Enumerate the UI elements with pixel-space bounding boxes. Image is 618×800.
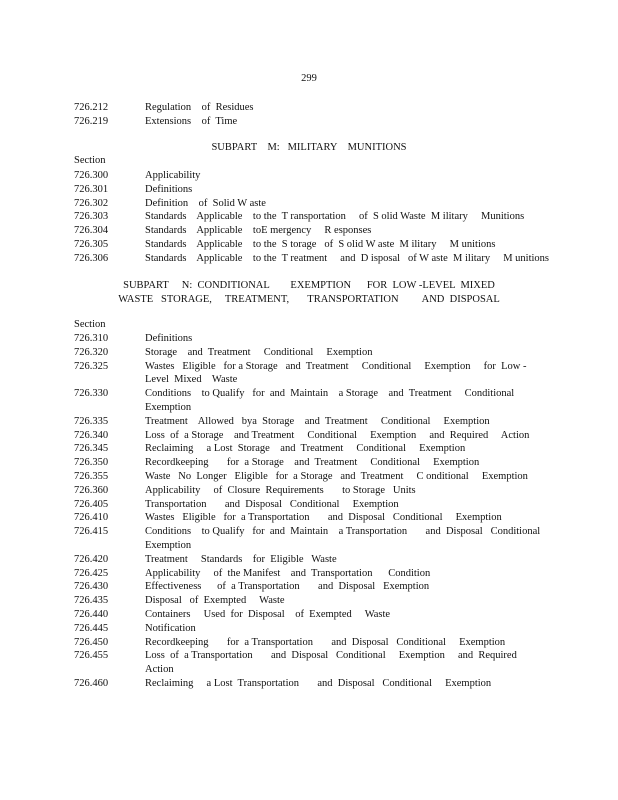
section-title: Definitions (145, 333, 193, 344)
section-title: Wastes Eligible for a Storage and Treatment Conditional Exemption for Low - (145, 360, 527, 372)
section-number: 726.310 (74, 333, 109, 344)
section-number: 726.304 (74, 225, 109, 237)
section-number: 726.340 (74, 429, 109, 441)
section-number: 726.350 (74, 457, 109, 469)
page-number: 299 (301, 73, 317, 84)
section-number: 726.320 (74, 346, 109, 358)
section-number: 726.335 (74, 415, 109, 427)
section-number: 726.440 (74, 609, 109, 620)
section-number: 726.435 (74, 595, 109, 607)
section-title: Waste No Longer Eligible for a Storage and Treatment C onditional Exemption (145, 471, 528, 482)
section-number: 726.460 (74, 678, 109, 689)
section-title: Applicability of Closure Requirements to Storage Units (145, 484, 416, 496)
section-title: Notification (145, 622, 196, 634)
section-title: Extensions of Time (145, 115, 238, 127)
section-number: 726.455 (74, 650, 109, 662)
section-number: 726.450 (74, 636, 109, 648)
section-title: Reclaiming a Lost Transportation and Disposal Conditional Exemption (145, 678, 492, 689)
section-title: Definitions (145, 183, 193, 195)
section-number: 726.360 (74, 484, 109, 496)
section-title: Regulation of Residues (145, 102, 254, 113)
section-title: Containers Used for Disposal of Exempted Waste (145, 609, 391, 620)
section-title: Treatment Allowed bya Storage and Treatment Conditional Exemption (145, 415, 490, 427)
section-number: 726.306 (74, 252, 109, 264)
section-number: 726.302 (74, 197, 109, 209)
section-title: Transportation and Disposal Conditional Exemption (145, 498, 399, 510)
section-title: Treatment Standards for Eligible Waste (145, 553, 337, 565)
section-title: Exemption (145, 401, 192, 413)
section-title: Storage and Treatment Conditional Exemption (145, 346, 373, 358)
section-title: Standards Applicable to the S torage of S olid W aste M ilitary M unitions (145, 239, 496, 250)
subpart-m-section-label: Section (74, 155, 106, 166)
section-number: 726.410 (74, 512, 109, 524)
section-title: Recordkeeping for a Storage and Treatment Conditional Exemption (145, 457, 480, 469)
section-title: Standards Applicable toE mergency R esponses (145, 225, 372, 237)
section-number: 726.405 (74, 498, 109, 510)
section-title: Reclaiming a Lost Storage and Treatment Conditional Exemption (145, 443, 466, 455)
section-number: 726.303 (74, 211, 109, 223)
section-number: 726.445 (74, 622, 109, 634)
section-number: 726.355 (74, 471, 109, 482)
section-title: Effectiveness of a Transportation and Disposal Exemption (145, 581, 430, 593)
section-number: 726.330 (74, 388, 109, 400)
section-title: Standards Applicable to the T reatment and D isposal of W aste M ilitary M unitions (145, 252, 550, 264)
section-number: 726.345 (74, 443, 109, 455)
subpart-n-heading-line1: SUBPART N: CONDITIONAL EXEMPTION FOR LOW -LEVEL MIXED (123, 280, 495, 291)
section-title: Level Mixed Waste (145, 374, 238, 386)
section-title: Disposal of Exempted Waste (145, 595, 285, 607)
section-title: Recordkeeping for a Transportation and Disposal Conditional Exemption (145, 636, 506, 648)
section-number: 726.430 (74, 581, 109, 593)
section-title: Standards Applicable to the T ransportation of S olid Waste M ilitary Munitions (145, 211, 525, 223)
section-title: Conditions to Qualify for and Maintain a Transportation and Disposal Conditional (145, 526, 541, 538)
section-title: Wastes Eligible for a Transportation and Disposal Conditional Exemption (145, 512, 502, 524)
section-title: Conditions to Qualify for and Maintain a Storage and Treatment Conditional (145, 388, 515, 400)
section-title: Applicability of the Manifest and Transportation Condition (145, 567, 431, 579)
section-number: 726.420 (74, 553, 109, 565)
section-number: 726.219 (74, 115, 109, 127)
section-number: 726.325 (74, 360, 109, 372)
section-number: 726.305 (74, 239, 109, 250)
subpart-n-section-label: Section (74, 319, 106, 330)
section-title: Action (145, 664, 174, 676)
subpart-n-heading-line2: WASTE STORAGE, TREATMENT, TRANSPORTATION AND DISPOSAL (118, 294, 500, 305)
section-title: Definition of Solid W aste (145, 197, 266, 209)
section-number: 726.301 (74, 183, 109, 195)
section-title: Exemption (145, 539, 192, 551)
section-number: 726.425 (74, 567, 109, 579)
section-title: Loss of a Storage and Treatment Conditional Exemption and Required Action (145, 429, 530, 441)
section-title: Loss of a Transportation and Disposal Conditional Exemption and Required (145, 650, 517, 662)
section-title: Applicability (145, 170, 201, 181)
section-number: 726.415 (74, 526, 109, 538)
subpart-m-heading: SUBPART M: MILITARY MUNITIONS (211, 142, 407, 153)
section-number: 726.300 (74, 170, 109, 181)
section-number: 726.212 (74, 102, 109, 113)
